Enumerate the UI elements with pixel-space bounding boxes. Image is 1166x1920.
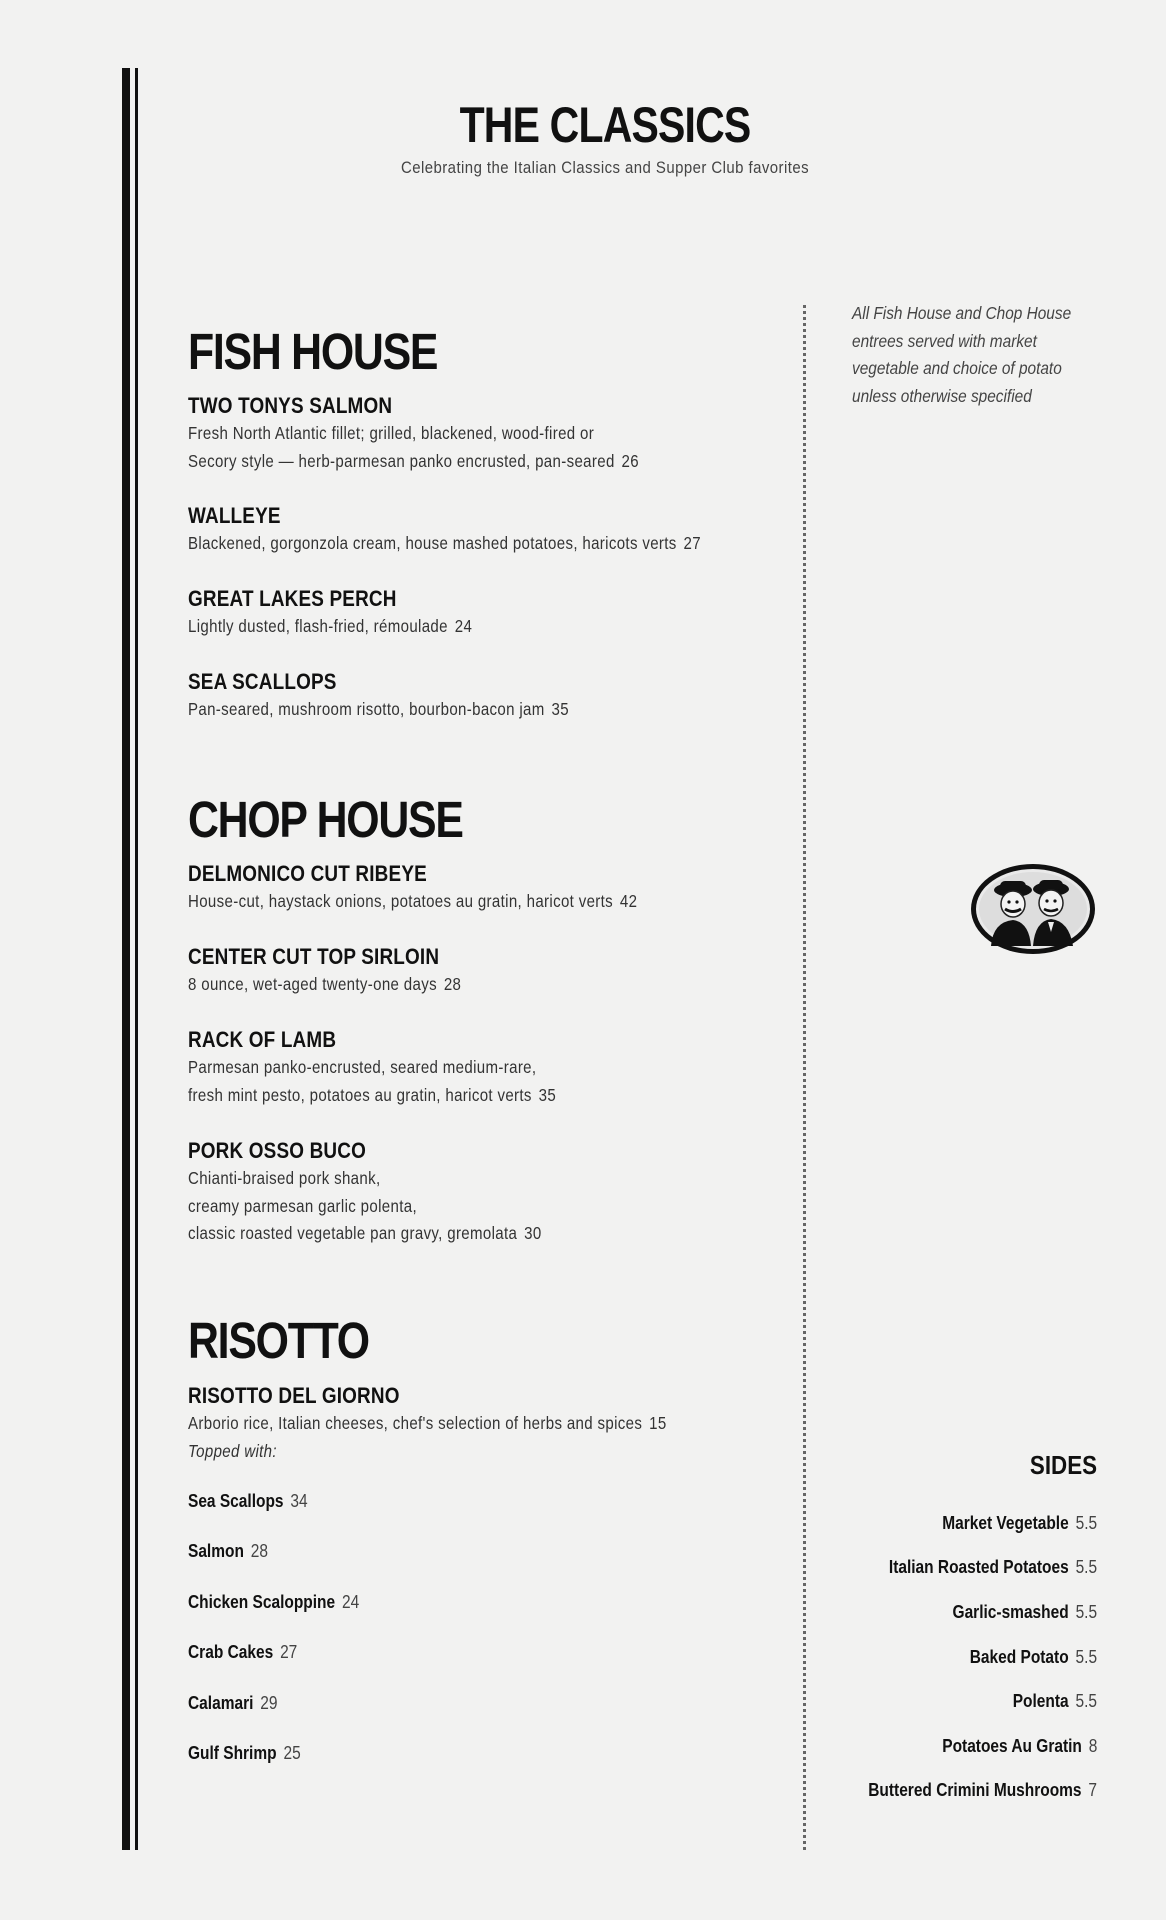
side-name: Market Vegetable — [942, 1513, 1069, 1533]
item-description — [188, 971, 704, 999]
topping-name: Chicken Scaloppine — [188, 1592, 336, 1612]
side-name: Italian Roasted Potatoes — [888, 1557, 1069, 1577]
item-price: 27 — [683, 533, 701, 553]
side-name: Baked Potato — [969, 1647, 1069, 1667]
topping-name: Sea Scallops — [188, 1491, 284, 1511]
item-description — [188, 1410, 704, 1465]
topped-with-label: Topped with: — [188, 1440, 277, 1461]
description-line: Chianti-braised pork shank, — [188, 1168, 381, 1188]
page-subtitle: Celebrating the Italian Classics and Supper Club favorites — [400, 158, 810, 177]
side-price: 5.5 — [1075, 1691, 1097, 1711]
left-border-thick — [122, 68, 130, 1850]
item-name: CENTER CUT TOP SIRLOIN — [188, 944, 440, 969]
topping-item — [188, 1592, 359, 1613]
item-name: PORK OSSO BUCO — [188, 1138, 366, 1163]
column-divider — [803, 305, 806, 1850]
menu-item — [188, 943, 788, 999]
topping-item — [188, 1642, 297, 1663]
side-name: Polenta — [1012, 1691, 1069, 1711]
two-tonys-portrait-icon — [969, 862, 1097, 956]
topping-price: 27 — [280, 1642, 298, 1662]
item-name: DELMONICO CUT RIBEYE — [188, 861, 427, 886]
section-title-risotto: RISOTTO — [188, 1312, 369, 1369]
item-price: 15 — [649, 1413, 667, 1433]
topping-name: Crab Cakes — [188, 1642, 274, 1662]
side-name: Buttered Crimini Mushrooms — [868, 1780, 1082, 1800]
side-name: Garlic-smashed — [952, 1602, 1069, 1622]
section-title-fish-house: FISH HOUSE — [188, 323, 438, 380]
menu-item — [188, 1137, 788, 1248]
menu-item — [188, 392, 788, 475]
description-line: Blackened, gorgonzola cream, house mashed potatoes, haricots verts — [188, 533, 677, 553]
topping-name: Calamari — [188, 1693, 254, 1713]
menu-item — [188, 668, 788, 724]
item-price: 35 — [551, 699, 569, 719]
description-line: creamy parmesan garlic polenta, — [188, 1195, 418, 1216]
topping-item — [188, 1693, 278, 1714]
section-title-chop-house: CHOP HOUSE — [188, 791, 463, 848]
side-price: 8 — [1088, 1736, 1097, 1756]
side-item — [1013, 1691, 1097, 1712]
description-line: classic roasted vegetable pan gravy, gremolata — [188, 1223, 518, 1243]
item-price: 24 — [454, 616, 473, 636]
item-name: SEA SCALLOPS — [188, 669, 337, 694]
side-item — [970, 1647, 1097, 1668]
sides-title: SIDES — [1029, 1450, 1097, 1480]
description-line: Parmesan panko-encrusted, seared medium-rare, — [188, 1057, 537, 1077]
side-name: Potatoes Au Gratin — [941, 1736, 1082, 1756]
item-price: 42 — [619, 891, 638, 911]
item-price: 30 — [524, 1223, 542, 1243]
topping-price: 25 — [283, 1743, 301, 1763]
side-price: 5.5 — [1075, 1557, 1097, 1577]
item-description — [188, 1054, 704, 1109]
item-name: RACK OF LAMB — [188, 1027, 337, 1052]
item-description — [188, 420, 704, 475]
item-name: WALLEYE — [188, 503, 281, 528]
description-line: Lightly dusted, flash-fried, rémoulade — [188, 616, 448, 636]
menu-item — [188, 1026, 788, 1109]
item-description — [188, 530, 704, 558]
left-border-thin — [135, 68, 138, 1850]
item-name: TWO TONYS SALMON — [188, 393, 393, 418]
topping-item — [188, 1743, 301, 1764]
side-item — [889, 1557, 1097, 1578]
description-line: fresh mint pesto, potatoes au gratin, haricot verts — [188, 1084, 532, 1105]
description-line: Pan-seared, mushroom risotto, bourbon-bacon jam — [188, 699, 545, 719]
topping-name: Gulf Shrimp — [188, 1743, 277, 1763]
topping-price: 29 — [260, 1693, 278, 1713]
menu-item — [188, 502, 788, 558]
topping-price: 24 — [341, 1592, 360, 1612]
topping-price: 28 — [250, 1541, 269, 1561]
description-line: Fresh North Atlantic fillet; grilled, blackened, wood-fired or — [188, 423, 595, 443]
description-line: 8 ounce, wet-aged twenty-one days — [188, 974, 437, 994]
side-price: 5.5 — [1075, 1513, 1097, 1533]
menu-item — [188, 1382, 788, 1465]
topping-price: 34 — [290, 1491, 308, 1511]
topping-item — [188, 1541, 268, 1562]
side-item — [952, 1602, 1097, 1623]
page-title: THE CLASSICS — [459, 97, 751, 153]
description-line: Arborio rice, Italian cheeses, chef's selection of herbs and spices — [188, 1413, 643, 1433]
menu-header — [300, 96, 910, 178]
entree-note: All Fish House and Chop House entrees served with market vegetable and choice of potato unless otherwise specified — [852, 303, 1072, 406]
topping-name: Salmon — [188, 1541, 244, 1561]
menu-item — [188, 860, 788, 916]
menu-item — [188, 585, 788, 641]
item-name: RISOTTO DEL GIORNO — [188, 1383, 400, 1408]
item-description — [188, 613, 704, 641]
item-description — [188, 888, 704, 916]
item-price: 28 — [443, 974, 462, 994]
side-item — [942, 1513, 1097, 1534]
side-item — [868, 1780, 1097, 1801]
description-line: Secory style — herb-parmesan panko encrusted, pan-seared — [188, 450, 615, 471]
side-price: 5.5 — [1075, 1647, 1097, 1667]
item-price: 26 — [621, 450, 639, 471]
item-price: 35 — [538, 1084, 557, 1105]
description-line: House-cut, haystack onions, potatoes au gratin, haricot verts — [188, 891, 614, 911]
item-description — [188, 696, 704, 724]
side-price: 5.5 — [1075, 1602, 1097, 1622]
topping-item — [188, 1491, 308, 1512]
item-description — [188, 1165, 704, 1248]
side-price: 7 — [1088, 1780, 1097, 1800]
item-name: GREAT LAKES PERCH — [188, 586, 397, 611]
side-item — [942, 1736, 1097, 1757]
